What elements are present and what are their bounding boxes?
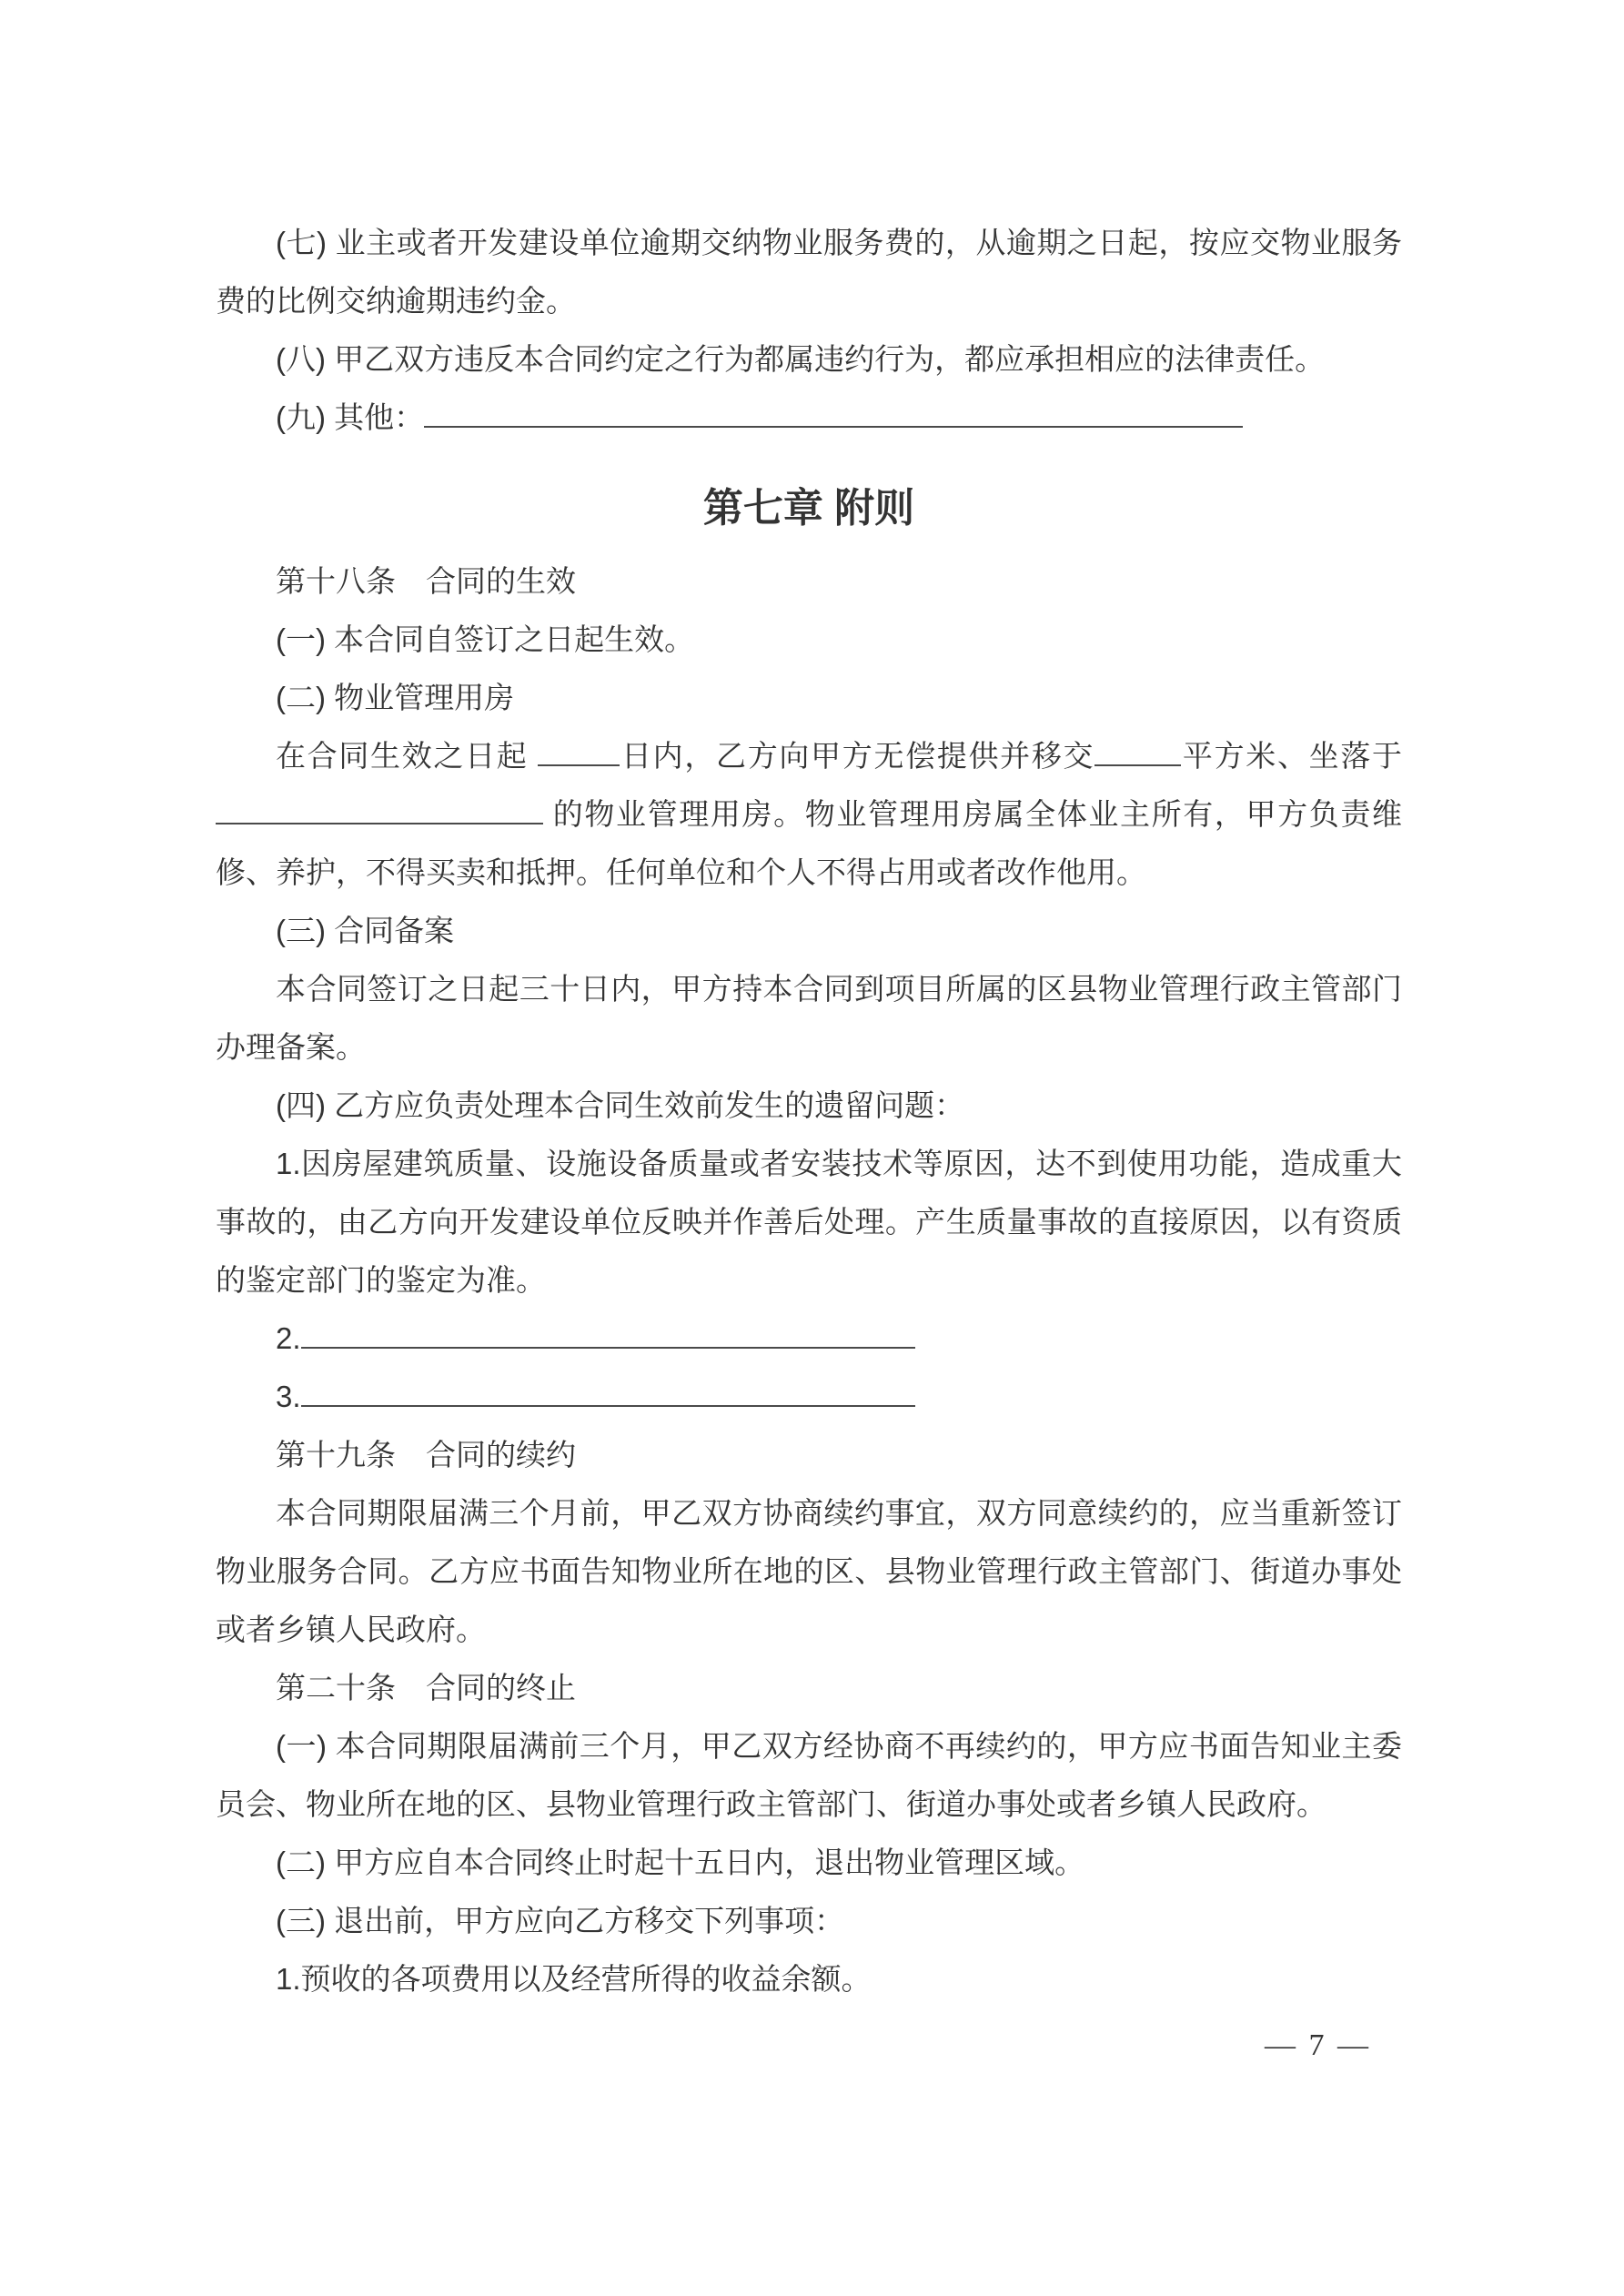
page-number: — 7 — <box>1265 2028 1371 2062</box>
sub-2-blank-line <box>301 1347 915 1349</box>
article-18-title: 第十八条 合同的生效 <box>276 564 576 598</box>
clause-9-paragraph <box>216 389 1402 447</box>
article-18-item-4-label: (四) 乙方应负责处理本合同生效前发生的遗留问题： <box>276 1088 965 1122</box>
article-20-item-2: (二) 甲方应自本合同终止时起十五日内，退出物业管理区域。 <box>276 1846 1085 1879</box>
clause-9-label: (九) 其他： <box>276 400 425 434</box>
article-18-item-2-body <box>216 727 1402 902</box>
location-blank-line-1 <box>216 823 352 824</box>
article-18-item-4-sub-3 <box>216 1368 1402 1426</box>
article-20-item-3-label: (三) 退出前，甲方应向乙方移交下列事项： <box>276 1904 845 1937</box>
location-blank-line-2 <box>352 823 543 824</box>
item-2-text-segment-2: 日内，乙方向甲方无偿提供并移交 <box>620 739 1095 773</box>
article-18-item-2-label: (二) 物业管理用房 <box>276 681 515 714</box>
sub-3-blank-line <box>301 1405 915 1407</box>
article-19-body: 本合同期限届满三个月前，甲乙双方协商续约事宜，双方同意续约的，应当重新签订物业服务合同。乙方应书面告知物业所在地的区、县物业管理行政主管部门、街道办事处或者乡镇人民政府。 <box>216 1496 1402 1646</box>
clause-8-paragraph: (八) 甲乙双方违反本合同约定之行为都属违约行为，都应承担相应的法律责任。 <box>276 342 1326 376</box>
sub-2-label: 2. <box>276 1321 301 1355</box>
sub-3-label: 3. <box>276 1380 301 1413</box>
article-18-item-1: (一) 本合同自签订之日起生效。 <box>276 622 695 656</box>
article-20-title: 第二十条 合同的终止 <box>276 1671 576 1704</box>
clause-9-blank-line <box>424 426 1243 428</box>
clause-7-paragraph: (七) 业主或者开发建设单位逾期交纳物业服务费的，从逾期之日起，按应交物业服务费的比例交纳逾期违约金。 <box>216 226 1402 318</box>
article-19-title: 第十九条 合同的续约 <box>276 1438 576 1472</box>
item-2-text-segment-1: 在合同生效之日起 <box>276 739 539 773</box>
article-18-item-4-sub-1: 1.因房屋建筑质量、设施设备质量或者安装技术等原因，达不到使用功能，造成重大事故的，由乙方向开发建设单位反映并作善后处理。产生质量事故的直接原因，以有资质的鉴定部门的鉴定为准。 <box>216 1147 1402 1297</box>
article-18-item-4-sub-2 <box>216 1310 1402 1368</box>
chapter-7-title: 第七章 附则 <box>702 486 915 531</box>
item-2-text-segment-3: 平方米、坐落于 <box>1181 739 1403 773</box>
article-18-item-3-body: 本合同签订之日起三十日内，甲方持本合同到项目所属的区县物业管理行政主管部门办理备案。 <box>216 972 1402 1064</box>
article-20-item-1: (一) 本合同期限届满前三个月，甲乙双方经协商不再续约的，甲方应书面告知业主委员会、物业所在地的区、县物业管理行政主管部门、街道办事处或者乡镇人民政府。 <box>216 1729 1402 1821</box>
article-18-item-3-label: (三) 合同备案 <box>276 914 455 947</box>
item-2-text-segment-4: 的物业管理用房。物业管理用房属全体业主所有，甲方负责维修、养护，不得买卖和抵押。任何单位和个人不得占用或者改作他用。 <box>216 797 1402 889</box>
article-20-item-3-sub-1: 1.预收的各项费用以及经营所得的收益余额。 <box>276 1962 872 1996</box>
square-meters-blank-line <box>1094 764 1181 766</box>
days-blank-line <box>538 764 620 766</box>
